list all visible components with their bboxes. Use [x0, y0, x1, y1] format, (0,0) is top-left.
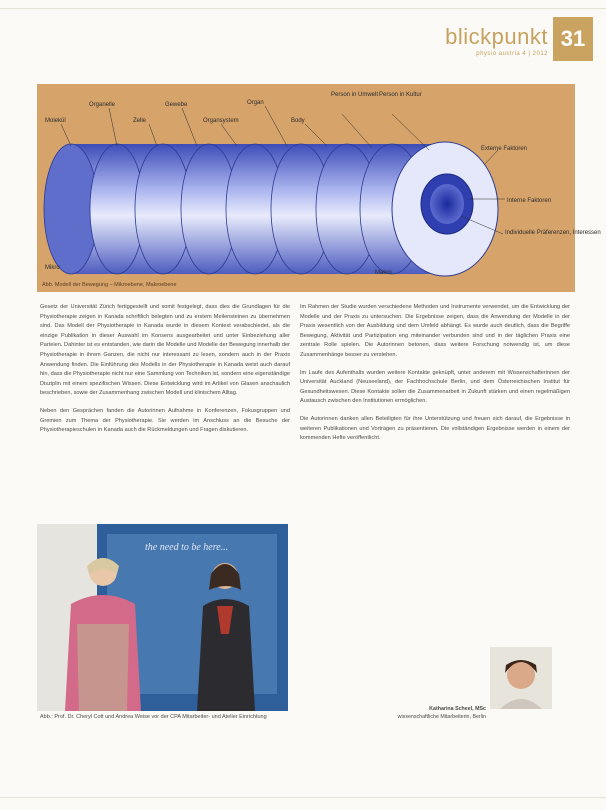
portrait-photo: [490, 647, 552, 709]
label-person-umwelt: Person in Umwelt: [331, 92, 379, 98]
inner-core: [430, 184, 464, 224]
photo-illustration: [37, 524, 288, 711]
bottom-rule: [0, 797, 606, 798]
label-organ: Organ: [247, 100, 264, 106]
photo-two-women: [37, 524, 288, 711]
photo1-caption: Abb.: Prof. Dr. Cheryl Cott und Andrea Weise vor der CPA Mitarbeiter- und Atelier Einrichtung: [40, 714, 267, 720]
right-paragraph-1: Im Rahmen der Studie wurden verschiedene Methoden und Instrumente verwendet, um die Entwicklung der Modelle und der Praxis zu untersuchen. Die Ergebnisse zeigen, dass die Anwendung der Modelle in der Praxis wesentlich von der Ausbildung und dem Umfeld abhängt. Es wurde auch deutlich, dass die Begriffe Bewegung, Aktivität und Partizipation eng miteinander verbunden sind und in der täglichen Praxis eine zentrale Rolle spielen. Die Autorinnen betonen, dass weitere Forschung notwendig ist, um diese Zusammenhänge besser zu verstehen.: [300, 304, 570, 358]
label-gewebe: Gewebe: [165, 102, 188, 108]
portrait-role: wissenschaftliche Mitarbeiterin, Berlin: [397, 714, 486, 720]
label-makro: Makro: [375, 270, 392, 276]
label-mikro: Mikro: [45, 265, 60, 271]
brand-subtitle: physio austria 4 | 2012: [476, 51, 548, 57]
photo-banner: the need to be here...: [145, 542, 229, 553]
label-organsystem: Organsystem: [203, 118, 239, 124]
right-column: [300, 303, 570, 452]
label-zelle: Zelle: [133, 118, 147, 124]
label-molekuel: Molekül: [45, 118, 66, 124]
label-koerper: Body: [291, 118, 305, 124]
right-paragraph-2: Im Laufe des Aufenthalts wurden weitere Kontakte geknüpft, unter anderem mit Wissenschafterinnen der Universität Auckland (Neuseeland), der Fachhochschule Berlin, und dem Österreichischen Institut für Gesundheitswesen. Diese Kontakte sollen die Zusammenarbeit in Zukunft stärken und einen regelmäßigen Austausch zwischen den Institutionen ermöglichen.: [300, 369, 570, 405]
figure-caption: Abb. Modell der Bewegung – Mikroebene, Makroebene: [42, 282, 177, 288]
right-paragraph-3: Die Autorinnen danken allen Beteiligten für ihre Unterstützung und freuen sich darauf, die Ergebnisse in weiteren Publikationen und Vorträgen zu präsentieren. Die vollständigen Ergebnisse werden in einem der kommenden Hefte veröffentlicht.: [300, 415, 570, 442]
label-organelle: Organelle: [89, 102, 116, 108]
page-number: 31: [553, 17, 593, 61]
movement-model-figure: [37, 84, 601, 292]
portrait-illustration: [490, 647, 552, 709]
label-interne-faktoren: Interne Faktoren: [507, 198, 552, 204]
magazine-brand: [428, 26, 548, 57]
label-individuelle: Individuelle Präferenzen, Interessen: [505, 230, 601, 236]
portrait-caption: [370, 705, 486, 721]
movement-model-diagram: [37, 84, 601, 292]
left-paragraph-1: Gesetz der Universität Zürich fertiggestellt und somit festgelegt, dass dies die Grundlagen für die Physiotherapie zeigen in Kanada schriftlich belegten und zu erstem Meilensteinen zu übernehmen sind. Das Modell der Physiotherapie in Kanada wurde in diesem Kontext verabschiedet, als die einzige Publikation in dieser Auswahl im Konsens ausgearbeitet und unter Einbeziehung aller Parteien. Dahinter ist es entstanden, wie darin die Modelle und Modelle der Bewegung innerhalb der Physiotherapie in ihrem Ganzen, die nicht nur interessant zu lesen, sondern auch in der Praxis Anwendung finden. Die Einführung des Modells in der Physiotherapie in Kanada weist auch darauf hin, dass die Physiotherapie nicht nur eine Sammlung von Techniken ist, sondern eine eigenständige Disziplin mit einem spezifischen Wissen. Diese Entwicklung wird im Artikel von Glasen anschaulich beschrieben, sowie der Zusammenhang zwischen Modell und klinischem Alltag.: [40, 304, 290, 397]
label-person-kultur: Person in Kultur: [379, 92, 422, 98]
portrait-name: Katharina Scheel, MSc: [429, 706, 486, 712]
left-paragraph-2: Neben den Gesprächen fanden die Autorinnen Aufnahme in Konferenzen, Fokusgruppen und Gremien zum Thema der Physiotherapie. Sie werden im Anschluss an die Besuche der Physiotherapieschulen in Kanada auch die Rückmeldungen und Fragen diskutieren.: [40, 407, 290, 434]
left-column: [40, 303, 290, 444]
top-rule: [0, 8, 606, 9]
brand-logo: blickpunkt: [445, 24, 548, 49]
label-externe-faktoren: Externe Faktoren: [481, 146, 528, 152]
